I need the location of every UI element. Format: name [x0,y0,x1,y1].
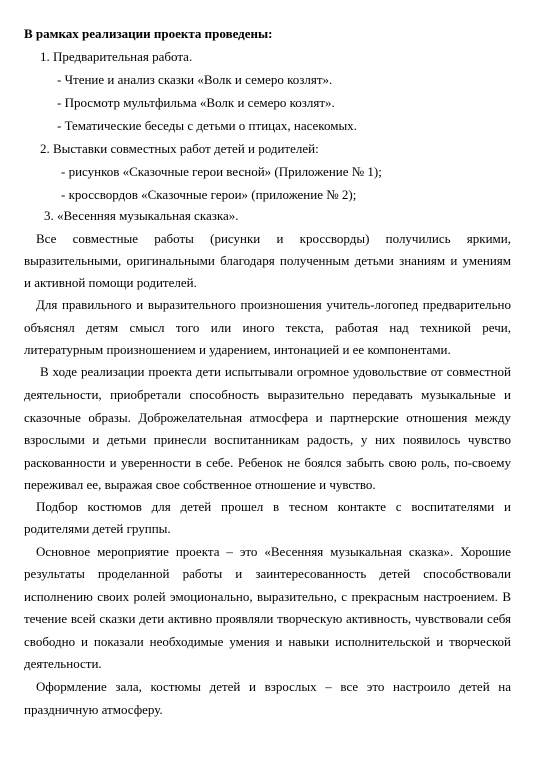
paragraph-line: объяснял детям смысл того или иного текста, работая над техникой речи, [24,320,511,335]
paragraph-line: Все совместные работы (рисунки и кроссворды) получились яркими, [36,231,511,246]
list-item-2-subitem: - кроссвордов «Сказочные герои» (приложение № 2); [61,187,357,202]
paragraph-line: родителями детей группы. [24,521,171,536]
section-heading: В рамках реализации проекта проведены: [24,26,273,41]
paragraph-line: литературным произношением и ударением, интонацией и ее компонентами. [24,342,451,357]
paragraph-line: взрослыми и детьми принесли воспитанникам радость, у них появилось чувство [24,432,511,447]
list-item-1-subitem: - Чтение и анализ сказки «Волк и семеро козлят». [57,72,333,87]
paragraph-line: исполнению своих ролей эмоционально, выразительно, с прекрасным настроением. В [24,589,511,604]
list-item-1-subitem: - Просмотр мультфильма «Волк и семеро козлят». [57,95,335,110]
list-item-1-title: 1. Предварительная работа. [40,49,193,64]
paragraph-line: Основное мероприятие проекта – это «Весенняя музыкальная сказка». Хорошие [36,544,511,559]
list-item-3-title: 3. «Весенняя музыкальная сказка». [44,208,239,223]
paragraph-line: и активной помощи родителей. [24,275,197,290]
list-item-2-subitem: - рисунков «Сказочные герои весной» (Приложение № 1); [61,164,382,179]
list-item-2-title: 2. Выставки совместных работ детей и родителей: [40,141,319,156]
paragraph-line: деятельности, приобретали способность выразительно передавать музыкальные и [24,387,511,402]
paragraph-line: деятельности. [24,656,102,671]
paragraph-line: выразительными, оригинальными благодаря полученным детьми знаниям и умениям [24,253,511,268]
paragraph-line: праздничную атмосферу. [24,702,163,717]
paragraph-line: В ходе реализации проекта дети испытывали огромное удовольствие от совместной [40,364,511,379]
paragraph-line: течение всей сказки дети активно проявляли творческую активность, чувствовали себя [24,611,511,626]
paragraph-line: Оформление зала, костюмы детей и взрослых – все это настроило детей на [36,679,511,694]
paragraph-line: раскованности и уверенности в себе. Ребенок не боялся забыть свою роль, по-своему [24,455,511,470]
paragraph-line: свободно и показали необходимые умения и навыки исполнительской и творческой [24,634,511,649]
paragraph-line: Подбор костюмов для детей прошел в тесном контакте с воспитателями и [36,499,511,514]
list-item-1-subitem: - Тематические беседы с детьми о птицах, насекомых. [57,118,357,133]
paragraph-line: сказочные образы. Доброжелательная атмосфера и партнерские отношения между [24,410,511,425]
paragraph-line: переживал ее, выражая свое собственное отношение и чувство. [24,477,376,492]
paragraph-line: Для правильного и выразительного произношения учитель-логопед предварительно [36,297,511,312]
paragraph-line: результаты проделанной работы и заинтересованность детей способствовали [24,566,511,581]
